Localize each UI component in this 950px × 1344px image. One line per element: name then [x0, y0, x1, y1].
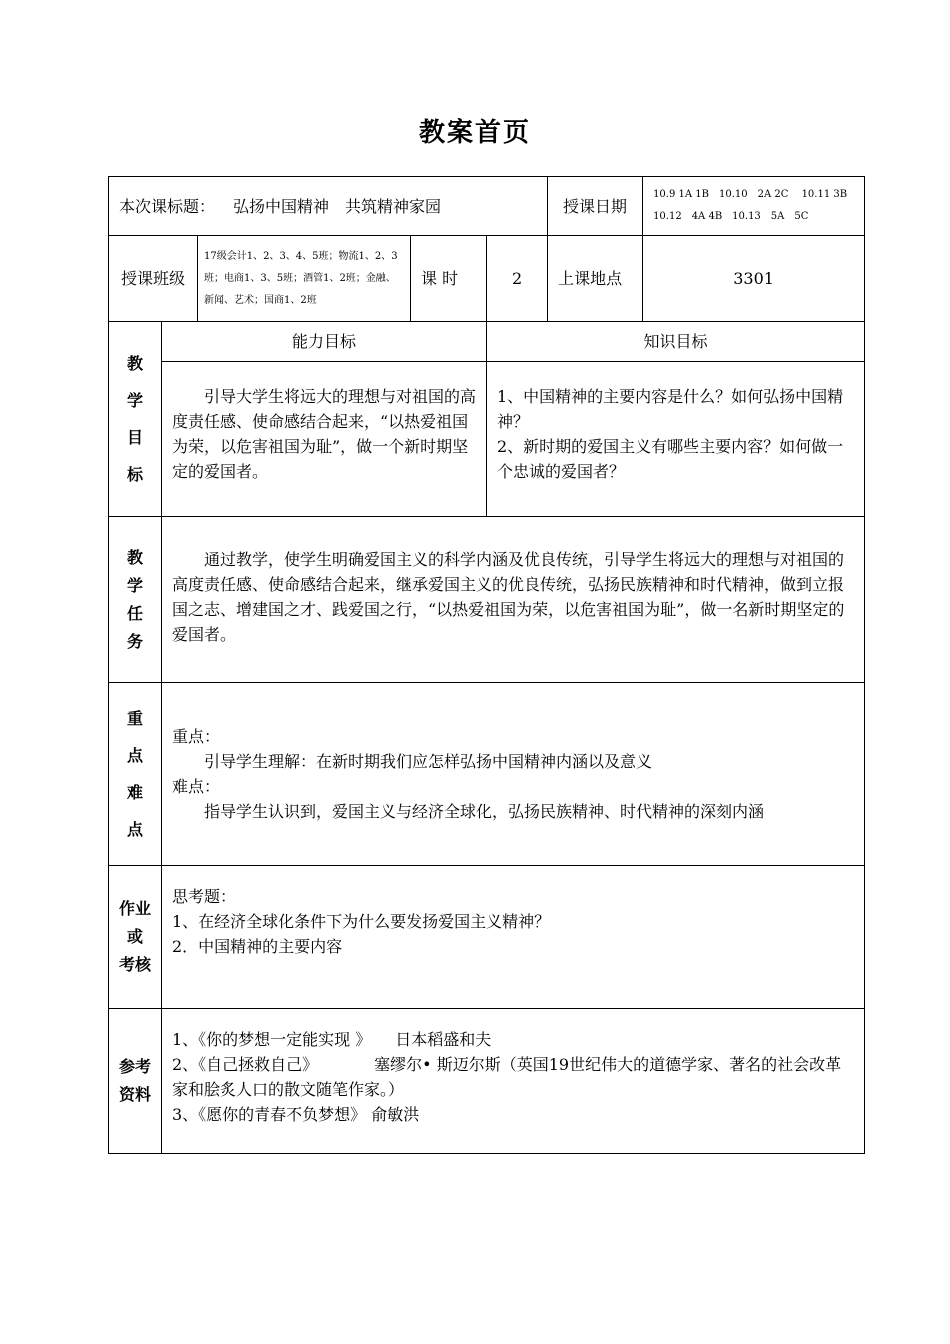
difficult-label: 难点：	[172, 777, 221, 796]
homework-heading: 思考题：	[172, 887, 237, 906]
knowledge-text	[487, 362, 865, 517]
class-value: 17级会计1、2、3、4、5班；物流1、2、3班；电商1、3、5班；酒管1、2班；金融、新闻、艺术；国商1、2班	[198, 236, 411, 322]
homework-item: 2．中国精神的主要内容	[172, 937, 343, 956]
topic-value: 弘扬中国精神 共筑精神家园	[233, 196, 442, 216]
class-label: 授课班级	[109, 236, 198, 322]
key-label: 重点：	[172, 727, 221, 746]
homework-row	[109, 866, 865, 1009]
references-row	[109, 1009, 865, 1154]
date-value-cell	[643, 177, 865, 236]
key-points-side-label: 重 点 难 点	[109, 683, 162, 866]
difficult-text: 指导学生认识到，爱国主义与经济全球化，弘扬民族精神、时代精神的深刻内涵	[204, 802, 765, 821]
key-points-content	[162, 683, 865, 866]
task-row	[109, 517, 865, 683]
header-row	[109, 177, 865, 236]
hours-value: 2	[487, 236, 548, 322]
references-side-label: 参考 资料	[109, 1009, 162, 1154]
task-text: 通过教学，使学生明确爱国主义的科学内涵及优良传统，引导学生将远大的理想与对祖国的高度责任感、使命感结合起来，继承爱国主义的优良传统，弘扬民族精神和时代精神，做到立报国之志、增建国之才、践爱国之行，“以热爱祖国为荣，以危害祖国为耻”，做一名新时期坚定的爱国者。	[162, 517, 865, 683]
class-row	[109, 236, 865, 322]
page-title: 教案首页	[418, 118, 531, 148]
location-value: 3301	[643, 236, 865, 322]
topic-label: 本次课标题：	[119, 196, 216, 216]
key-text: 引导学生理解：在新时期我们应怎样弘扬中国精神内涵以及意义	[204, 752, 653, 771]
key-points-row	[109, 683, 865, 866]
hours-label: 课 时	[411, 236, 487, 322]
ability-text: 引导大学生将远大的理想与对祖国的高度责任感、使命感结合起来，“以热爱祖国为荣，以危害祖国为耻”，做一个新时期坚定的爱国者。	[162, 362, 487, 517]
date-line-1: 10.9 1A 1B 10.10 2A 2C 10.11 3B	[653, 189, 848, 200]
lesson-plan-table	[108, 176, 865, 1154]
knowledge-item: 1、中国精神的主要内容是什么？如何弘扬中国精神？	[497, 387, 844, 431]
reference-item: 3、《愿你的青春不负梦想》 俞敏洪	[172, 1105, 420, 1124]
objectives-content-row	[109, 362, 865, 517]
task-side-label: 教 学 任 务	[109, 517, 162, 683]
reference-item: 1、《你的梦想一定能实现 》 日本稻盛和夫	[172, 1030, 492, 1049]
date-line-2: 10.12 4A 4B 10.13 5A 5C	[653, 211, 809, 222]
objectives-header-row	[109, 322, 865, 362]
knowledge-header: 知识目标	[487, 322, 865, 362]
homework-content	[162, 866, 865, 1009]
objectives-side-label: 教 学 目 标	[109, 322, 162, 517]
ability-header: 能力目标	[162, 322, 487, 362]
homework-side-label: 作业 或 考核	[109, 866, 162, 1009]
knowledge-item: 2、新时期的爱国主义有哪些主要内容？如何做一个忠诚的爱国者？	[497, 437, 844, 481]
references-content	[162, 1009, 865, 1154]
location-label: 上课地点	[548, 236, 643, 322]
date-label: 授课日期	[548, 177, 643, 236]
reference-item: 2、《自己拯救自己》 塞缪尔• 斯迈尔斯（英国19世纪伟大的道德学家、著名的社会改革家和脍炙人口的散文随笔作家。）	[172, 1055, 842, 1099]
homework-item: 1、在经济全球化条件下为什么要发扬爱国主义精神？	[172, 912, 551, 931]
topic-cell	[109, 177, 548, 236]
